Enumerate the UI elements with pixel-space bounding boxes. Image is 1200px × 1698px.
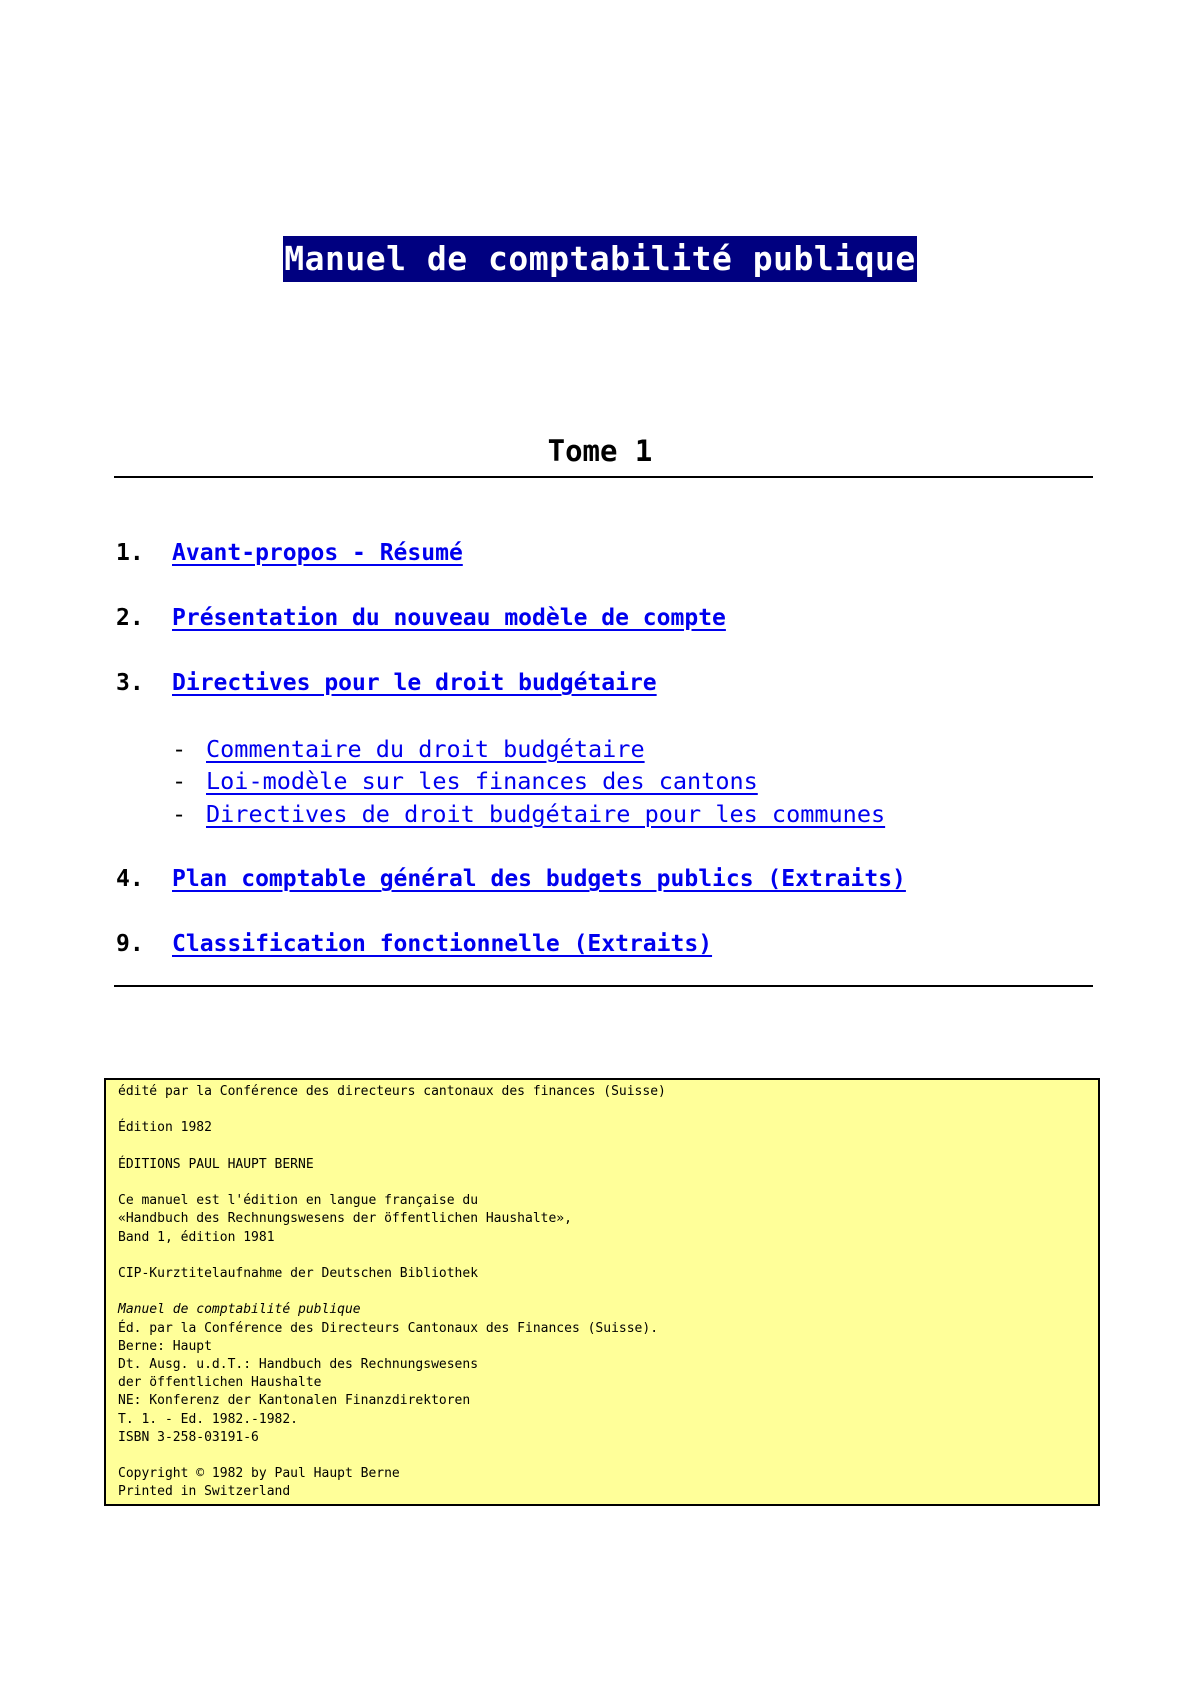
note-line: Band 1, édition 1981 bbox=[118, 1229, 275, 1245]
toc-link-presentation[interactable]: Présentation du nouveau modèle de compte bbox=[172, 605, 726, 631]
sub-dash: - bbox=[172, 735, 187, 763]
note-line: Ce manuel est l'édition en langue française du bbox=[118, 1193, 479, 1209]
cip-record bbox=[118, 1301, 1086, 1447]
cip-heading-line bbox=[118, 1265, 1086, 1283]
title-container bbox=[0, 236, 1200, 282]
publication-info-box bbox=[104, 1078, 1100, 1506]
toc-item-4 bbox=[116, 864, 906, 894]
sub-link-loi-modele[interactable]: Loi-modèle sur les finances des cantons bbox=[206, 767, 758, 795]
toc-item-1 bbox=[116, 538, 463, 568]
document-title: Manuel de comptabilité publique bbox=[283, 236, 916, 282]
isbn-line: ISBN 3-258-03191-6 bbox=[118, 1429, 259, 1445]
toc-link-directives[interactable]: Directives pour le droit budgétaire bbox=[172, 670, 657, 696]
copyright-line: Copyright © 1982 by Paul Haupt Berne bbox=[118, 1466, 400, 1482]
cip-heading: CIP-Kurztitelaufnahme der Deutschen Bibliothek bbox=[118, 1265, 479, 1281]
cip-line: Éd. par la Conférence des Directeurs Cantonaux des Finances (Suisse). bbox=[118, 1320, 659, 1336]
publisher-text: ÉDITIONS PAUL HAUPT BERNE bbox=[118, 1156, 314, 1172]
toc-number: 9. bbox=[116, 931, 144, 957]
cip-line: Berne: Haupt bbox=[118, 1338, 212, 1354]
toc-number: 2. bbox=[116, 605, 144, 631]
cip-line: der öffentlichen Haushalte bbox=[118, 1375, 322, 1391]
cip-line: Dt. Ausg. u.d.T.: Handbuch des Rechnungswesens bbox=[118, 1356, 479, 1372]
top-divider bbox=[114, 476, 1093, 478]
printed-line: Printed in Switzerland bbox=[118, 1484, 291, 1500]
edition-line bbox=[118, 1119, 1086, 1137]
edited-by-text: édité par la Conférence des directeurs cantonaux des finances (Suisse) bbox=[118, 1084, 666, 1099]
toc-number: 1. bbox=[116, 540, 144, 566]
toc-link-plan-comptable[interactable]: Plan comptable général des budgets publics (Extraits) bbox=[172, 866, 906, 892]
edited-by-line bbox=[118, 1083, 1086, 1101]
sub-item-directives-communes bbox=[172, 799, 885, 829]
toc-link-avant-propos[interactable]: Avant-propos - Résumé bbox=[172, 540, 463, 566]
sub-item-commentaire bbox=[172, 734, 645, 764]
sub-dash: - bbox=[172, 800, 187, 828]
sub-dash: - bbox=[172, 767, 187, 795]
toc-number: 3. bbox=[116, 670, 144, 696]
toc-link-classification[interactable]: Classification fonctionnelle (Extraits) bbox=[172, 931, 713, 957]
cip-line: NE: Konferenz der Kantonalen Finanzdirektoren bbox=[118, 1393, 471, 1409]
copyright-block bbox=[118, 1465, 1086, 1501]
sub-link-commentaire[interactable]: Commentaire du droit budgétaire bbox=[206, 735, 645, 763]
cip-line: T. 1. - Ed. 1982.-1982. bbox=[118, 1411, 299, 1427]
bottom-divider bbox=[114, 985, 1093, 987]
translation-note bbox=[118, 1192, 1086, 1247]
toc-item-9 bbox=[116, 929, 712, 959]
tome-heading: Tome 1 bbox=[547, 434, 653, 468]
toc-item-2 bbox=[116, 603, 726, 633]
cip-title: Manuel de comptabilité publique bbox=[118, 1302, 361, 1318]
publisher-line bbox=[118, 1156, 1086, 1174]
toc-item-3 bbox=[116, 668, 657, 698]
sub-item-loi-modele bbox=[172, 766, 758, 796]
toc-number: 4. bbox=[116, 866, 144, 892]
sub-link-directives-communes[interactable]: Directives de droit budgétaire pour les communes bbox=[206, 800, 886, 828]
note-line: «Handbuch des Rechnungswesens der öffentlichen Haushalte», bbox=[118, 1211, 572, 1227]
edition-text: Édition 1982 bbox=[118, 1120, 212, 1136]
